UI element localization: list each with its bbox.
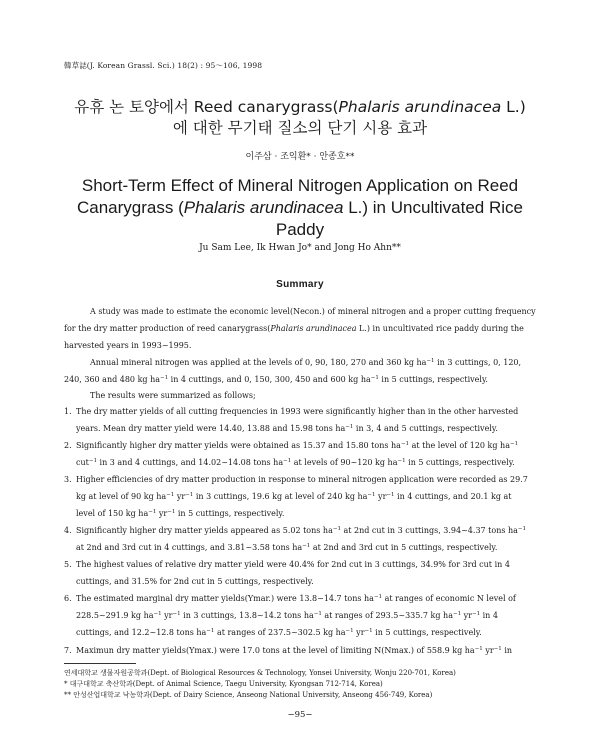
english-authors: Ju Sam Lee, Ik Hwan Jo* and Jong Ho Ahn** (199, 243, 401, 253)
item-3-line-1: Higher efficiencies of dry matter production in response to mineral nitrogen application were recorded as 29.7 (76, 475, 528, 484)
item-3-number: 3. (64, 475, 72, 484)
english-title-line-1: Short-Term Effect of Mineral Nitrogen Application on Reed (81, 176, 519, 195)
item-1-line-2: years. Mean dry matter yield were 14.40, 13.88 and 15.98 tons $ha^{-1}$ in 3, 4 and 5 cuttings, respectively. (76, 424, 498, 433)
summary-heading: Summary (276, 279, 324, 290)
korean-title-line-1: 유휴 논 토양에서 Reed canarygrass(Phalaris arundinacea L.) (74, 98, 526, 116)
english-title-line-2: Canarygrass (Phalaris arundinacea L.) in Uncultivated Rice (76, 198, 523, 217)
summary-paragraph-1-line-1: A study was made to estimate the economic level(Necon.) of mineral nitrogen and a proper cutting frequency (90, 307, 536, 316)
item-6-line-1: The estimated marginal dry matter yields(Ymar.) were 13.8~14.7 tons $ha^{-1}$ at ranges of economic N level of (76, 594, 516, 603)
summary-paragraph-1-line-2: for the dry matter production of reed canarygrass(Phalaris arundinacea L.) in uncultivated rice paddy during the (64, 324, 524, 333)
item-6-number: 6. (64, 594, 72, 603)
item-4-line-1: Significantly higher dry matter yields appeared as 5.02 tons $ha^{-1}$ at 2nd cut in 3 cuttings, 3.94~4.37 tons $ha^{-1}$ (76, 526, 527, 535)
korean-authors: 이주삼 · 조익환* · 안종호** (245, 152, 355, 162)
item-5-number: 5. (64, 560, 72, 569)
item-4-number: 4. (64, 526, 72, 535)
item-1-line-1: The dry matter yields of all cutting frequencies in 1993 were significantly higher than in the other harvested (76, 407, 519, 416)
korean-title-line-2: 에 대한 무기태 질소의 단기 시용 효과 (172, 119, 428, 137)
footnote-1: 연세대학교 생물자원공학과(Dept. of Biological Resources & Technology, Yonsei University, Wonju 220-701, Korea) (64, 669, 456, 677)
item-6-line-2: 228.5~291.9 kg $ha^{-1}$ $yr^{-1}$ in 3 cuttings, 13.8~14.2 tons $ha^{-1}$ at ranges of 293.5~335.7 kg $ha^{-1}$ $yr^{-1}$ in 4 (76, 611, 498, 620)
summary-paragraph-3: The results were summarized as follows; (90, 391, 256, 400)
page-number: −95− (287, 710, 313, 720)
item-2-line-1: Significantly higher dry matter yields were obtained as 15.37 and 15.80 tons $ha^{-1}$ at the level of 120 kg $ha^{-1}$ (76, 441, 519, 450)
item-2-number: 2. (64, 441, 72, 450)
journal-reference: 韓草誌(J. Korean Grassl. Sci.) 18(2) : 95～106, 1998 (64, 61, 263, 70)
item-4-line-2: at 2nd and 3rd cut in 4 cuttings, and 3.81~3.58 tons $ha^{-1}$ at 2nd and 3rd cut in 5 cuttings, respectively. (76, 543, 498, 552)
item-3-line-3: level of 150 kg $ha^{-1}$ $yr^{-1}$ in 5 cuttings, respectively. (76, 509, 285, 518)
item-5-line-1: The highest values of relative dry matter yield were 40.4% for 2nd cut in 3 cuttings, 34.9% for 3rd cut in 4 (76, 560, 510, 569)
summary-paragraph-2-line-1: Annual mineral nitrogen was applied at the levels of 0, 90, 180, 270 and 360 kg $ha^{-1}$ in 3 cuttings, 0, 120, (90, 358, 522, 367)
item-7-line-1: Maximun dry matter yields(Ymax.) were 17.0 tons at the level of limiting N(Nmax.) of 558.9 kg $ha^{-1}$ $yr^{-1}$ in (76, 646, 513, 655)
summary-paragraph-1-line-3: harvested years in 1993~1995. (64, 341, 192, 350)
item-1-number: 1. (64, 407, 72, 416)
footnote-3: ** 안성산업대학교 낙농학과(Dept. of Dairy Science, Anseong National University, Anseong 456-749, Korea) (64, 691, 433, 699)
item-7-number: 7. (64, 646, 72, 655)
item-5-line-2: cuttings, and 31.5% for 2nd cut in 5 cuttings, respectively. (76, 577, 314, 586)
item-2-line-2: cut$^{-1}$ in 3 and 4 cuttings, and 14.02~14.08 tons $ha^{-1}$ at levels of 90~120 kg $ha^{-1}$ in 5 cuttings, respectively. (76, 458, 515, 467)
footnote-rule (64, 663, 136, 664)
item-6-line-3: cuttings, and 12.2~12.8 tons $ha^{-1}$ at ranges of 237.5~302.5 kg $ha^{-1}$ $yr^{-1}$ in 5 cuttings, respectively. (76, 628, 482, 637)
summary-paragraph-2-line-2: 240, 360 and 480 kg $ha^{-1}$ in 4 cuttings, and 0, 150, 300, 450 and 600 kg $ha^{-1}$ in 5 cuttings, respectively. (64, 375, 488, 384)
english-title-line-3: Paddy (275, 220, 325, 239)
item-3-line-2: kg at level of 90 kg $ha^{-1}$ $yr^{-1}$ in 3 cuttings, 19.6 kg at level of 240 kg $ha^{-1}$ $yr^{-1}$ in 4 cuttings, and 20.1 kg at (76, 492, 512, 501)
footnote-2: * 대구대학교 축산학과(Dept. of Animal Science, Taegu University, Kyongsan 712-714, Korea) (64, 680, 383, 688)
